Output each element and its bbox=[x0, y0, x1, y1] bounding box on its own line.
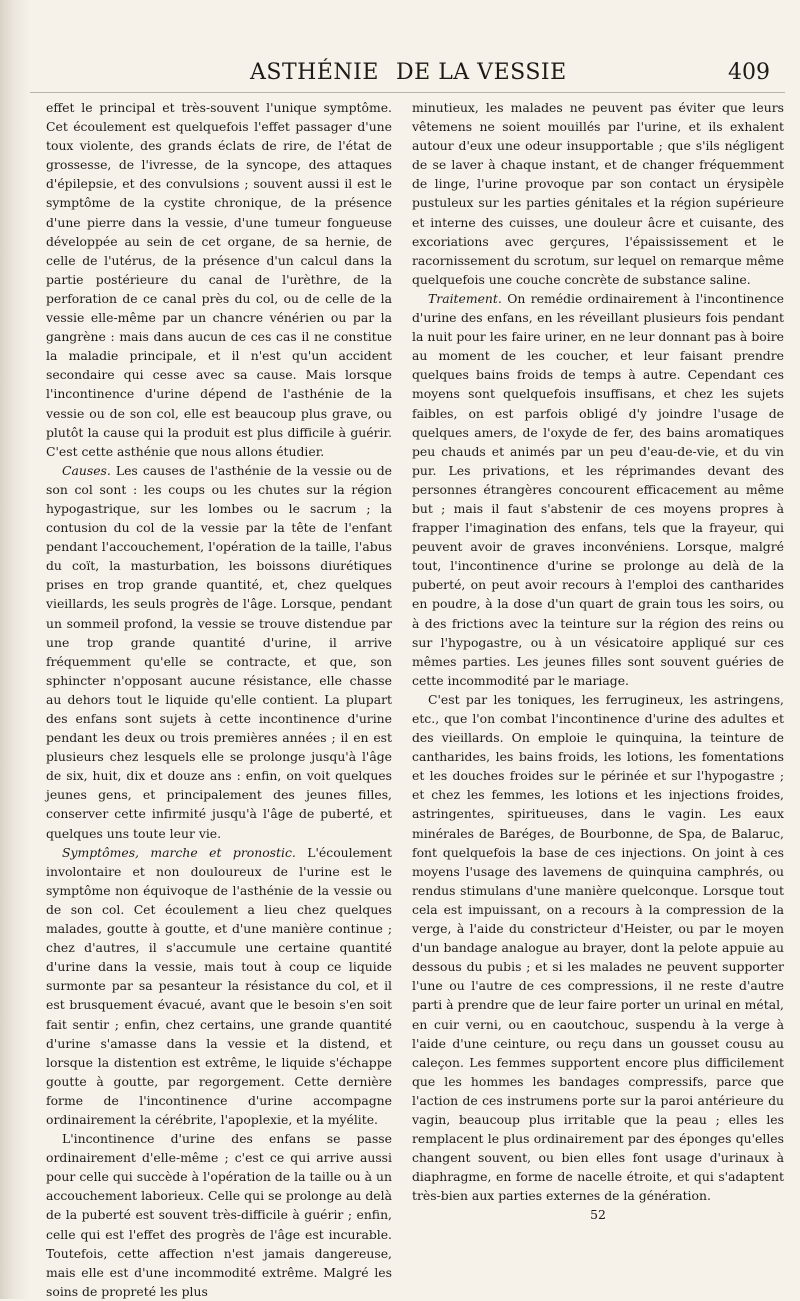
paragraph-children-incontinence: L'incontinence d'urine des enfans se passe ordinairement d'elle-même ; c'est ce qui arrive aussi pour celle qui succède à l'opération de la taille ou à un accouchement laborieux. Celle qui se prolonge au delà de la puberté est souvent très-difficile à guérir ; enfin, celle qui est l'effet des progrès de l'âge est incurable. Toutefois, cette affection n'est jamais dangereuse, mais elle est d'une incommodité extrême. Malgré les soins de propreté les plus bbox=[46, 1131, 392, 1299]
page-number: 409 bbox=[728, 60, 770, 85]
paragraph-tonics-treatment: C'est par les toniques, les ferrugineux, les astringens, etc., que l'on combat l'incontinence d'urine des adultes et des vieillards. On emploie le quinquina, la teinture de cantharides, les bains froids, les lotions, les fomentations et les douches froides sur le périnée et sur l'hypogastre ; et chez les femmes, les lotions et les injections froides, astringentes, spiritueuses, dans le vagin. Les eaux minérales de Baréges, de Bourbonne, de Spa, de Balaruc, font quelquefois la base de ces injections. On joint à ces moyens l'usage des lavemens de quinquina camphrés, ou rendus stimulans d'une manière quelconque. Lorsque tout cela est impuissant, on a recours à la compression de la verge, à l'aide du constricteur d'Heister, ou par le moyen d'un bandage analogue au brayer, dont la pelote appuie au dessous du pubis ; et si les malades ne peuvent supporter l'une ou l'autre de ces compressions, il ne reste d'autre parti à prendre que de leur faire porter un urinal en métal, en cuir verni, ou en caoutchouc, suspendu à la verge à l'aide d'une ceinture, ou reçu dans un gousset cousu au caleçon. Les femmes supportent encore plus difficilement que les hommes les bandages compressifs, parce que l'action de ces instrumens porte sur la paroi antérieure du vagin, beaucoup plus irritable que la peau ; elles les remplacent le plus ordinairement par des éponges qu'elles changent souvent, ou bien elles font usage d'urinaux à diaphragme, en forme de nacelle étroite, et qui s'adaptent très-bien aux parties externes de la génération. bbox=[412, 691, 784, 1204]
section-head-treatment: Traitement. bbox=[428, 290, 502, 306]
paragraph-symptoms bbox=[46, 843, 392, 1129]
treatment-text: On remédie ordinairement à l'incontinence d'urine des enfans, en les réveillant plusieurs fois pendant la nuit pour les faire uriner, en ne leur donnant pas à boire au moment de les coucher, et leur faisant prendre quelques bains froids de temps à autre. Cependant ces moyens sont quelquefois insuffisans, et chez les sujets faibles, on est parfois obligé d'y joindre l'usage de quelques amers, de l'oxyde de fer, des bains aromatiques peu chauds et animés par un peu d'eau-de-vie, et du vin pur. Les privations, et les réprimandes devant des personnes étrangères concourent efficacement au même but ; mais il faut s'abstenir de ces moyens propres à frapper l'imagination des enfans, tels que la frayeur, qui peuvent avoir de graves inconvéniens. Lorsque, malgré tout, l'incontinence d'urine se prolonge au delà de la puberté, on peut avoir recours à l'emploi des cantharides en poudre, à la dose d'un quart de grain tous les soirs, ou à des frictions avec la teinture sur la région des reins ou sur l'hypogastre, ou à un vésicatoire appliqué sur ces mêmes parties. Les jeunes filles sont souvent guéries de cette incommodité par le mariage. bbox=[412, 290, 784, 688]
paragraph-complications: minutieux, les malades ne peuvent pas éviter que leurs vêtemens ne soient mouillés par l'urine, et ils exhalent autour d'eux une odeur insupportable ; que s'ils négligent de se laver à chaque instant, et de changer fréquemment de linge, l'urine provoque par son contact un érysipèle pustuleux sur les parties génitales et la région supérieure et interne des cuisses, une douleur âcre et cuisante, des excoriations avec gerçures, l'épaississement et le racornissement du scrotum, sur lequel on remarque même quelquefois une couche concrète de substance saline. bbox=[412, 100, 784, 287]
left-column bbox=[46, 98, 392, 1299]
paragraph-causes bbox=[46, 461, 392, 843]
signature-mark: 52 bbox=[590, 1207, 606, 1223]
running-head bbox=[250, 60, 770, 90]
header-rule bbox=[30, 92, 785, 93]
right-column bbox=[412, 98, 784, 1278]
page-gutter-shadow bbox=[0, 0, 30, 1299]
running-title-right: DE LA VESSIE bbox=[396, 60, 567, 85]
paragraph-incontinence-causes-overview: effet le principal et très-souvent l'unique symptôme. Cet écoulement est quelquefois l'effet passager d'une toux violente, des grands éclats de rire, de l'état de grossesse, de l'ivresse, de la syncope, des attaques d'épilepsie, et des convulsions ; souvent aussi il est le symptôme de la cystite chronique, de la présence d'une pierre dans la vessie, d'une tumeur fongueuse développée au sein de cet organe, de sa hernie, de celle de l'utérus, de la présence d'un calcul dans la partie postérieure du canal de l'urèthre, de la perforation de ce canal près du col, ou de celle de la vessie elle-même par un chancre vénérien ou par la gangrène : mais dans aucun de ces cas il ne constitue la maladie principale, et il n'est qu'un accident secondaire qui cesse avec sa cause. Mais lorsque l'incontinence d'urine dépend de l'asthénie de la vessie ou de son col, elle est beaucoup plus grave, ou plutôt la cause qui la produit est plus difficile à guérir. C'est cette asthénie que nous allons étudier. bbox=[46, 100, 392, 459]
running-title-left: ASTHÉNIE bbox=[250, 60, 379, 85]
symptoms-text: L'écoulement involontaire et non douloureux de l'urine est le symptôme non équivoque de l'asthénie de la vessie ou de son col. Cet écoulement a lieu chez quelques malades, goutte à goutte, et d'une manière continue ; chez d'autres, il s'accumule une certaine quantité d'urine dans la vessie, mais tout à coup ce liquide surmonte par sa pesanteur la résistance du col, et il est brusquement évacué, avant que le besoin s'en soit fait sentir ; enfin, chez certains, une grande quantité d'urine s'amasse dans la vessie et la distend, et lorsque la distention est extrême, le liquide s'échappe goutte à goutte, par regorgement. Cette dernière forme de l'incontinence d'urine accompagne ordinairement la cérébrite, l'apoplexie, et la myélite. bbox=[46, 844, 392, 1127]
causes-text: Les causes de l'asthénie de la vessie ou de son col sont : les coups ou les chutes sur la région hypogastrique, sur les lombes ou le sacrum ; la contusion du col de la vessie par la tête de l'enfant pendant l'accouchement, l'opération de la taille, l'abus du coït, la masturbation, les boissons diurétiques prises en trop grande quantité, et, chez quelques vieillards, les seuls progrès de l'âge. Lorsque, pendant un sommeil profond, la vessie se trouve distendue par une trop grande quantité d'urine, il arrive fréquemment qu'elle se contracte, et que, son sphincter n'opposant aucune résistance, elle chasse au dehors tout le liquide qu'elle contient. La plupart des enfans sont sujets à cette incontinence d'urine pendant les deux ou trois premières années ; il en est plusieurs chez lesquels elle se prolonge jusqu'à l'âge de six, huit, dix et douze ans : enfin, on voit quelques jeunes gens, et principalement des jeunes filles, conserver cette infirmité jusqu'à l'âge de puberté, et quelques uns toute leur vie. bbox=[46, 462, 392, 841]
section-head-causes: Causes. bbox=[62, 462, 111, 478]
section-head-symptoms: Symptômes, marche et pronostic. bbox=[62, 844, 296, 860]
paragraph-treatment bbox=[412, 289, 784, 690]
